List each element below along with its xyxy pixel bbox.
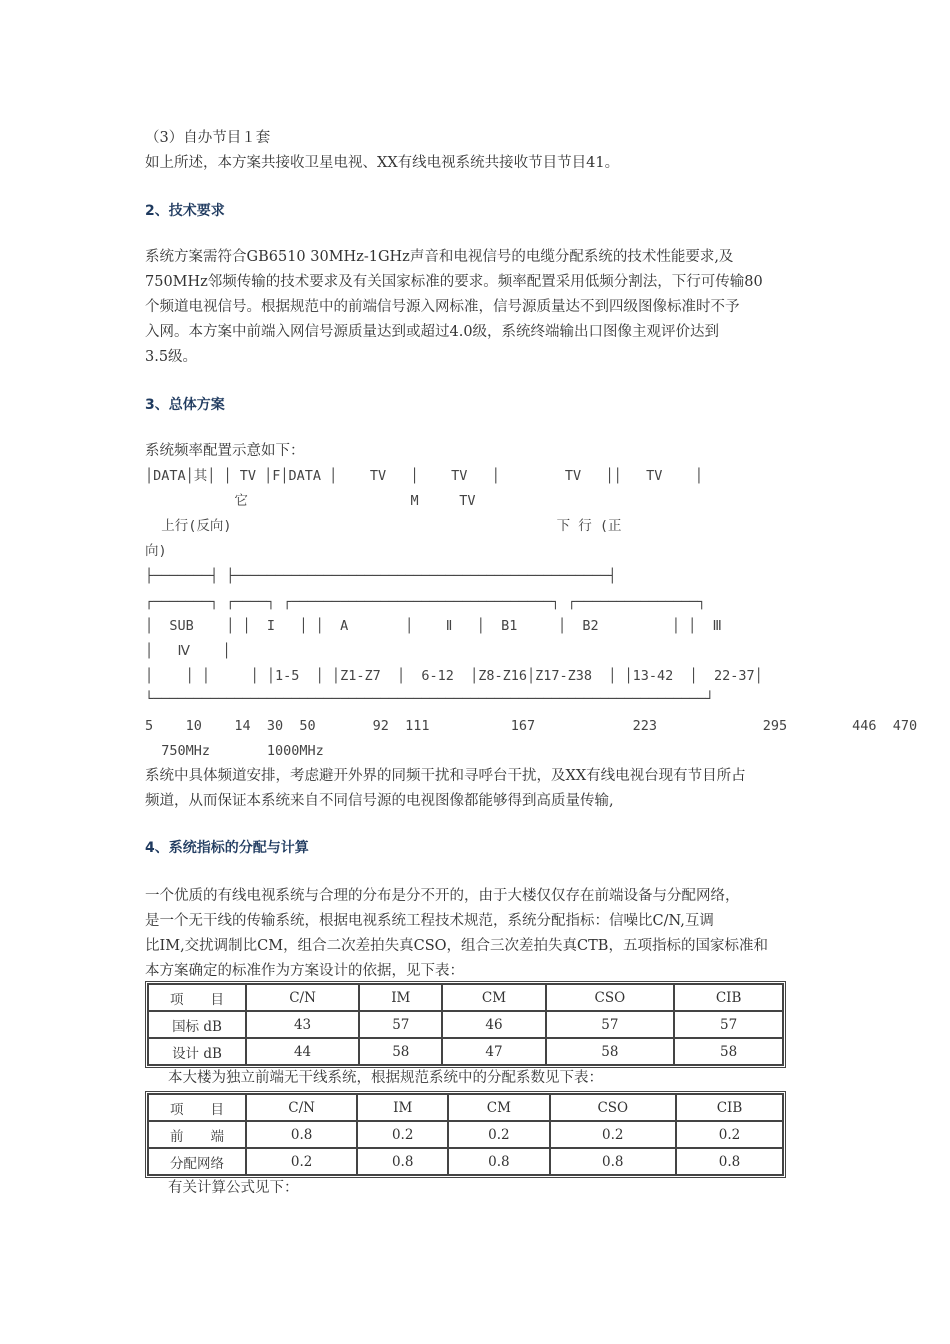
table-cell: 分配网络 — [148, 1148, 246, 1175]
table-cell: 0.2 — [357, 1121, 448, 1148]
table-row — [148, 1094, 783, 1121]
table-cell: 57 — [674, 1011, 783, 1038]
table-cell: C/N — [246, 1094, 357, 1121]
section-2-line: 750MHz邻频传输的技术要求及有关国家标准的要求。频率配置采用低频分割法，下行可传输80 — [145, 274, 763, 290]
between-tables-text: 本大楼为独立前端无干线系统，根据规范系统中的分配系数见下表： — [168, 1070, 603, 1086]
diagram-row-direction-wrap: 向) — [145, 543, 167, 559]
intro-line-2: 如上所述，本方案共接收卫星电视、XX有线电视系统共接收节目节目41。 — [145, 155, 620, 171]
table-cell: CM — [442, 984, 545, 1011]
table-cell: 项 目 — [148, 1094, 246, 1121]
section-4-line: 一个优质的有线电视系统与合理的分布是分不开的，由于大楼仅仅存在前端设备与分配网络， — [145, 888, 740, 904]
table-cell: 0.8 — [357, 1148, 448, 1175]
table-cell: C/N — [246, 984, 359, 1011]
table-row — [148, 1038, 783, 1065]
section-3-line: 频道，从而保证本系统来自不同信号源的电视图像都能够得到高质量传输, — [145, 793, 614, 809]
section-2-line: 入网。本方案中前端入网信号源质量达到或超过4.0级，系统终端输出口图像主观评价达到 — [145, 324, 720, 340]
table-cell: 0.2 — [550, 1121, 677, 1148]
diagram-row-direction: 上行(反向) 下 行 (正 — [145, 518, 622, 534]
diagram-row-frequencies: 5 10 14 30 50 92 111 167 223 295 446 470 — [145, 718, 918, 734]
section-4-line: 本方案确定的标准作为方案设计的依据，见下表： — [145, 963, 464, 979]
section-3-heading: 3、总体方案 — [145, 397, 225, 413]
table-cell: 0.8 — [448, 1148, 549, 1175]
table-row — [148, 1148, 783, 1175]
table-cell: 项 目 — [148, 984, 246, 1011]
table-cell: 47 — [442, 1038, 545, 1065]
table-row — [148, 984, 783, 1011]
table-cell: 0.8 — [676, 1148, 783, 1175]
table-row — [148, 1121, 783, 1148]
diagram-row-band-names: │ SUB │ │ I │ │ A │ Ⅱ │ B1 │ B2 │ │ Ⅲ — [145, 618, 722, 634]
standards-table — [145, 981, 786, 1068]
table-row — [148, 1011, 783, 1038]
table-cell: 43 — [246, 1011, 359, 1038]
intro-line-1: （3）自办节目１套 — [145, 130, 271, 146]
table-cell: 前 端 — [148, 1121, 246, 1148]
table-cell: 0.2 — [676, 1121, 783, 1148]
section-4-line: 比IM,交扰调制比CM，组合二次差拍失真CSO，组合三次差拍失真CTB，五项指标的国家标准和 — [145, 938, 768, 954]
table-cell: CM — [448, 1094, 549, 1121]
table-cell: 0.8 — [550, 1148, 677, 1175]
table-cell: CIB — [674, 984, 783, 1011]
table-cell: 0.8 — [246, 1121, 357, 1148]
table-cell: CIB — [676, 1094, 783, 1121]
section-4-line: 是一个无干线的传输系统，根据电视系统工程技术规范，系统分配指标：信噪比C/N,互调 — [145, 913, 714, 929]
diagram-row-bands: │DATA│其│ │ TV │F│DATA │ TV │ TV │ TV ││ TV │ — [145, 468, 704, 484]
table-cell: 0.2 — [246, 1148, 357, 1175]
diagram-row-band-names-wrap: │ Ⅳ │ — [145, 643, 231, 659]
coefficient-table — [145, 1091, 786, 1178]
section-2-line: 系统方案需符合GB6510 30MHz-1GHz声音和电视信号的电缆分配系统的技术性能要求,及 — [145, 249, 734, 265]
closing-text: 有关计算公式见下： — [168, 1180, 299, 1196]
table-cell: 0.2 — [448, 1121, 549, 1148]
table-cell: 58 — [674, 1038, 783, 1065]
table-cell: CSO — [550, 1094, 677, 1121]
table-cell: 58 — [359, 1038, 442, 1065]
table-cell: 57 — [546, 1011, 675, 1038]
section-2-line: 3.5级。 — [145, 349, 198, 365]
section-4-heading: 4、系统指标的分配与计算 — [145, 840, 309, 856]
section-2-heading: 2、技术要求 — [145, 203, 225, 219]
diagram-row-frequencies-wrap: 750MHz 1000MHz — [145, 743, 324, 759]
diagram-row-box-bottom: └────────────────────────────────────────────────────────────────────┘ — [145, 691, 714, 707]
diagram-row-box-top: ┌───────┐ ┌────┐ ┌────────────────────────────────┐ ┌───────────────┐ — [145, 594, 706, 610]
table-cell: 46 — [442, 1011, 545, 1038]
table-cell: 44 — [246, 1038, 359, 1065]
table-cell: 设计 dB — [148, 1038, 246, 1065]
table-cell: IM — [359, 984, 442, 1011]
diagram-row-channels: │ │ │ │ │1-5 │ │Z1-Z7 │ 6-12 │Z8-Z16│Z17-Z38 │ │13-42 │ 22-37│ — [145, 668, 763, 684]
table-cell: IM — [357, 1094, 448, 1121]
section-2-line: 个频道电视信号。根据规范中的前端信号源入网标准，信号源质量达不到四级图像标准时不予 — [145, 299, 740, 315]
diagram-row-span: ├───────┤ ├──────────────────────────────────────────────┤ — [145, 568, 617, 584]
table-cell: 57 — [359, 1011, 442, 1038]
table-cell: 58 — [546, 1038, 675, 1065]
table-cell: 国标 dB — [148, 1011, 246, 1038]
section-3-line: 系统中具体频道安排，考虑避开外界的同频干扰和寻呼台干扰，及XX有线电视台现有节目所占 — [145, 768, 746, 784]
diagram-caption: 系统频率配置示意如下： — [145, 443, 305, 459]
table-cell: CSO — [546, 984, 675, 1011]
diagram-row-bands-sub: 它 M TV — [145, 493, 476, 509]
